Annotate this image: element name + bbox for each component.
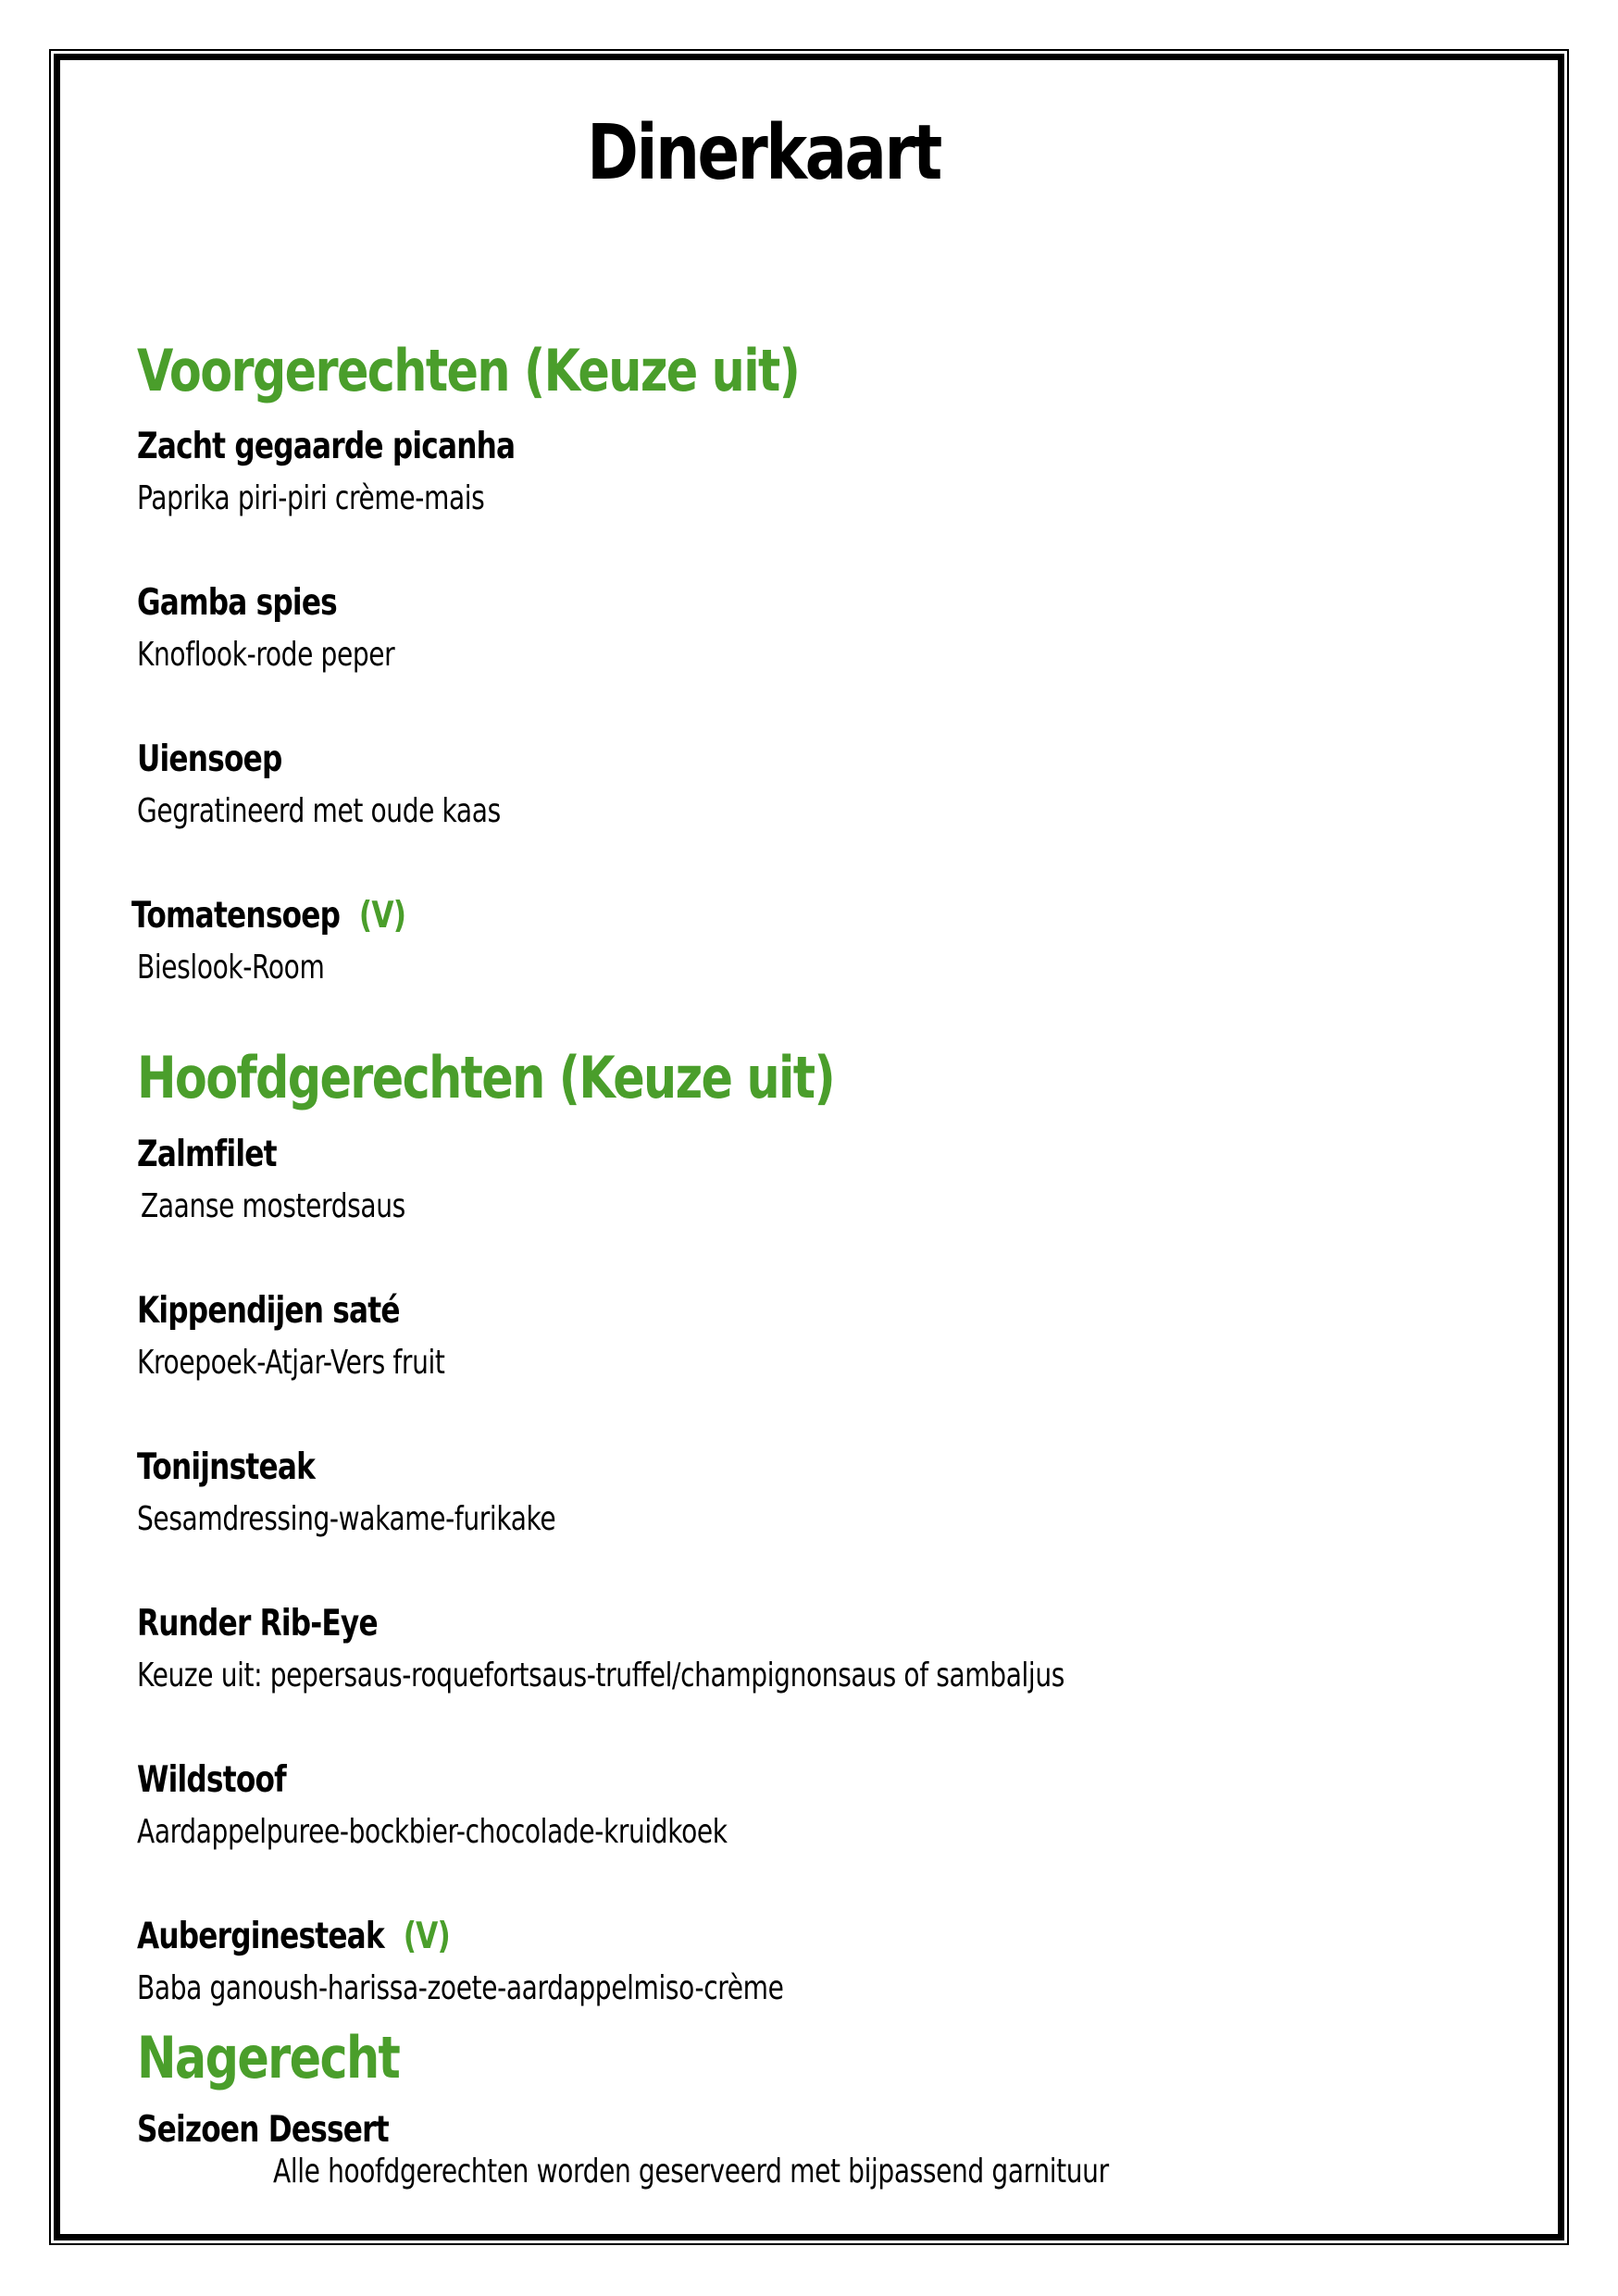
dish-description: Sesamdressing-wakame-furikake: [137, 1500, 556, 1538]
dish-description: Knoflook-rode peper: [137, 636, 395, 674]
dish-name: Seizoen Dessert: [137, 2109, 389, 2151]
dish-description: Paprika piri-piri crème-mais: [137, 479, 485, 517]
dish-name: Uiensoep: [137, 738, 282, 780]
dish-name: Runder Rib-Eye: [137, 1603, 378, 1644]
dish-name: Kippendijen saté: [137, 1290, 400, 1332]
dish-description: Zaanse mosterdsaus: [141, 1187, 405, 1225]
vegetarian-tag: (V): [358, 895, 406, 937]
menu-item: [137, 1442, 674, 1545]
dish-name: Zacht gegaarde picanha: [137, 426, 516, 467]
menu-item: [137, 1755, 894, 1858]
menu-item: [137, 1129, 479, 1233]
dish-description: Kroepoek-Atjar-Vers fruit: [137, 1344, 445, 1382]
menu-item: [137, 421, 609, 525]
dish-description: Aardappelpuree-bockbier-chocolade-kruidkoek: [137, 1813, 728, 1851]
menu-item: [131, 890, 474, 994]
dish-description: Bieslook-Room: [137, 949, 325, 987]
dish-name: Auberginesteak: [137, 1916, 384, 1957]
dish-name: Tonijnsteak: [137, 1446, 316, 1488]
dish-name: Tomatensoep: [131, 895, 341, 937]
dish-name: Gamba spies: [137, 582, 337, 624]
dish-name: Zalmfilet: [137, 1134, 277, 1175]
dish-description: Gegratineerd met oude kaas: [137, 792, 501, 830]
menu-item: [137, 1285, 531, 1389]
dessert-heading: Nagerecht: [137, 2024, 400, 2091]
vegetarian-tag: (V): [403, 1916, 450, 1957]
dish-name: Wildstoof: [137, 1759, 286, 1801]
dish-description: Keuze uit: pepersaus-roquefortsaus-truffel/champignonsaus of sambaljus: [137, 1657, 1064, 1694]
starters-heading: Voorgerechten (Keuze uit): [137, 337, 800, 404]
dish-name-row: [137, 1911, 800, 1963]
menu-item: [137, 2104, 452, 2156]
footer-note: Alle hoofdgerechten worden geserveerd met bijpassend garnituur: [273, 2153, 1109, 2191]
mains-heading: Hoofdgerechten (Keuze uit): [137, 1044, 835, 1111]
dish-name-row: [131, 890, 405, 942]
menu-item: [137, 734, 604, 838]
menu-item: [137, 577, 467, 681]
menu-item: [137, 1598, 1326, 1702]
dish-description: Baba ganoush-harissa-zoete-aardappelmiso-crème: [137, 1969, 784, 2007]
menu-item: [137, 1911, 966, 2015]
page-title: Dinerkaart: [587, 109, 940, 197]
